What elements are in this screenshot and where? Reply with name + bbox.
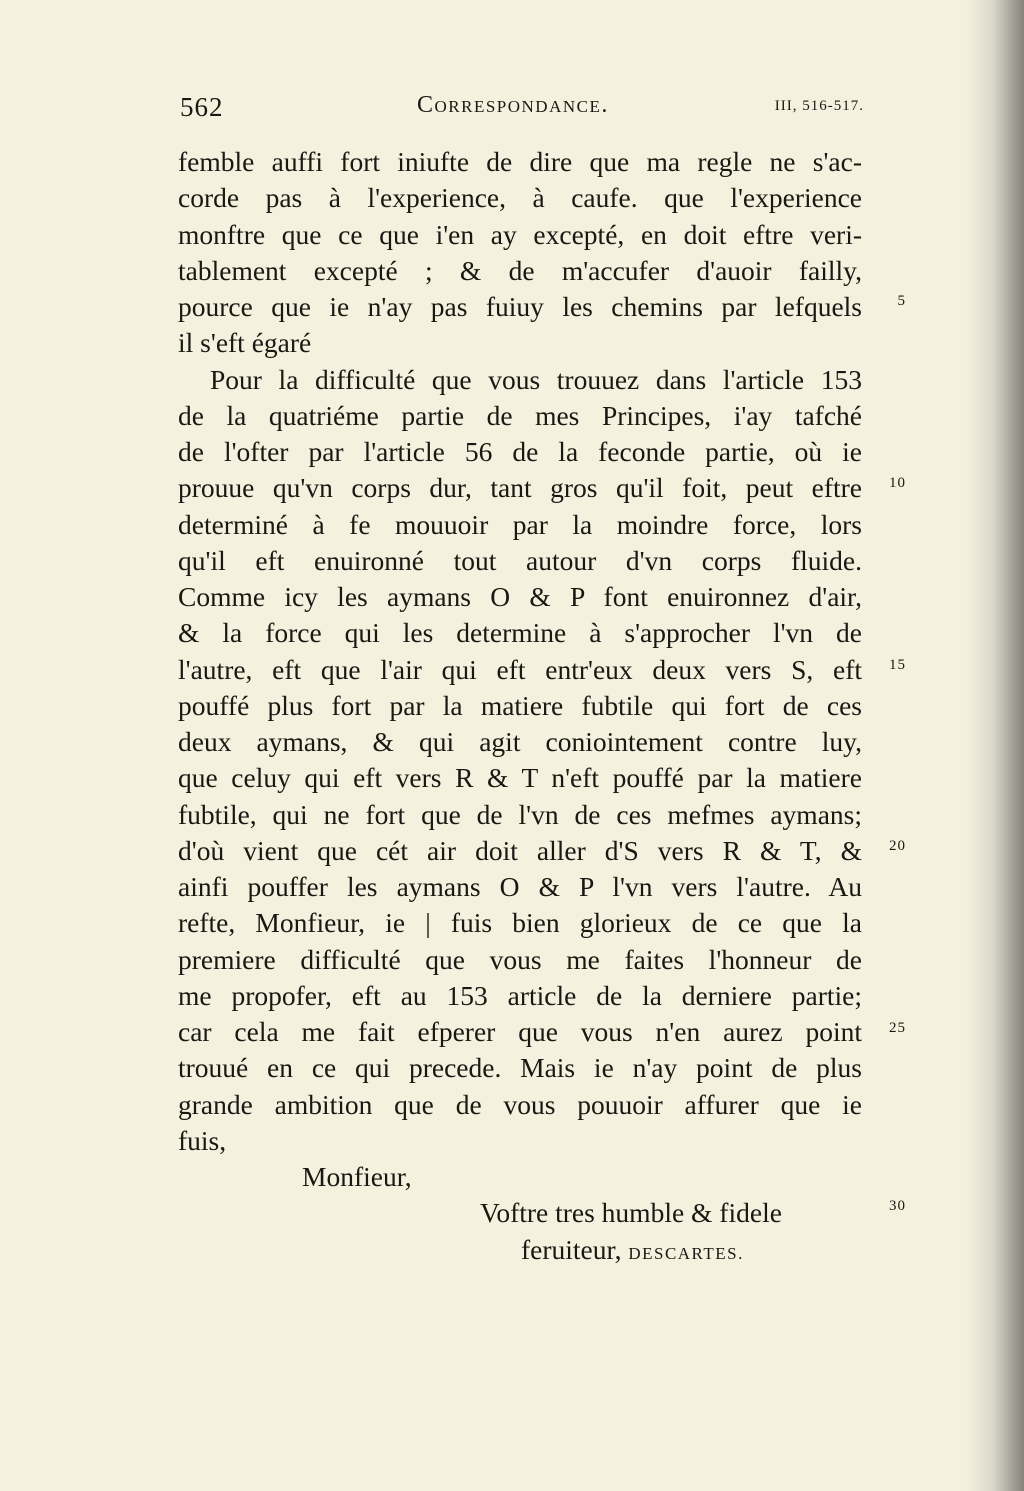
text-line: grande ambition que de vous pouuoir affurer que ie — [178, 1088, 862, 1120]
text-line: Pour la difficulté que vous trouuez dans l'article 153 — [210, 363, 862, 395]
text-line: deux aymans, & qui agit coniointement contre luy, — [178, 726, 862, 757]
closing-signature-line — [178, 1232, 862, 1268]
text-line: que celuy qui eft vers R & T n'eft pouffé par la matiere — [178, 762, 862, 794]
line-number-margin: 10 — [889, 475, 906, 491]
text-line: femble auffi fort iniufte de dire que ma regle ne s'ac- — [178, 146, 862, 177]
line-number-margin: 25 — [889, 1020, 906, 1036]
text-line: Comme icy les aymans O & P font enuironnez d'air, — [178, 581, 862, 612]
line-number-margin: 15 — [889, 657, 906, 673]
text-line: tablement excepté ; & de m'accufer d'auoir failly, — [178, 254, 862, 286]
text-line: prouue qu'vn corps dur, tant gros qu'il foit, peut eftre — [178, 472, 862, 504]
text-line: car cela me fait efperer que vous n'en aurez point — [178, 1016, 862, 1047]
text-line: fuis, — [178, 1124, 227, 1156]
text-line: pource que ie n'ay pas fuiuy les chemins par lefquels — [178, 291, 862, 322]
page-gutter-shadow — [966, 0, 1024, 1491]
text-line: de la quatriéme partie de mes Principes, i'ay tafché — [178, 399, 862, 431]
text-line: corde pas à l'experience, à caufe. que l'experience — [178, 182, 862, 214]
text-line: ainfi pouffer les aymans O & P l'vn vers l'autre. Au — [178, 871, 862, 902]
text-line: il s'eft égaré — [178, 327, 312, 359]
letter-body — [178, 144, 862, 1268]
text-line: me propofer, eft au 153 article de la derniere partie; — [178, 979, 862, 1011]
text-line: fubtile, qui ne fort que de l'vn de ces mefmes aymans; — [178, 798, 862, 830]
text-line: pouffé plus fort par la matiere fubtile qui fort de ces — [178, 689, 862, 721]
text-line: refte, Monfieur, ie | fuis bien glorieux de ce que la — [178, 907, 862, 939]
salutation: Monfieur, — [302, 1161, 412, 1192]
text-line: premiere difficulté que vous me faites l'honneur de — [178, 943, 862, 975]
line-number-margin: 20 — [889, 838, 906, 854]
text-line: & la force qui les determine à s'approcher l'vn de — [178, 617, 862, 649]
text-line: trouué en ce qui precede. Mais ie n'ay point de plus — [178, 1052, 862, 1084]
text-line: de l'ofter par l'article 56 de la feconde partie, où ie — [178, 436, 862, 467]
line-number-margin: 30 — [889, 1198, 906, 1214]
closing-line: Voftre tres humble & fidele — [480, 1197, 782, 1229]
text-line: qu'il eft enuironné tout autour d'vn corps fluide. — [178, 544, 862, 576]
text-line: determiné à fe mouuoir par la moindre force, lors — [178, 508, 862, 540]
page-header — [180, 92, 864, 132]
page-number: 562 — [180, 92, 224, 122]
closing-word: feruiteur, — [521, 1233, 622, 1265]
signature-name: DESCARTES. — [628, 1243, 744, 1263]
running-title: Correspondance. — [417, 92, 609, 118]
text-line: monftre que ce que i'en ay excepté, en doit eftre veri- — [178, 218, 862, 250]
line-number-margin: 5 — [897, 293, 906, 309]
text-line: l'autre, eft que l'air qui eft entr'eux deux vers S, eft — [178, 653, 862, 685]
text-line: d'où vient que cét air doit aller d'S vers R & T, & — [178, 834, 862, 866]
volume-reference: III, 516-517. — [774, 98, 864, 114]
